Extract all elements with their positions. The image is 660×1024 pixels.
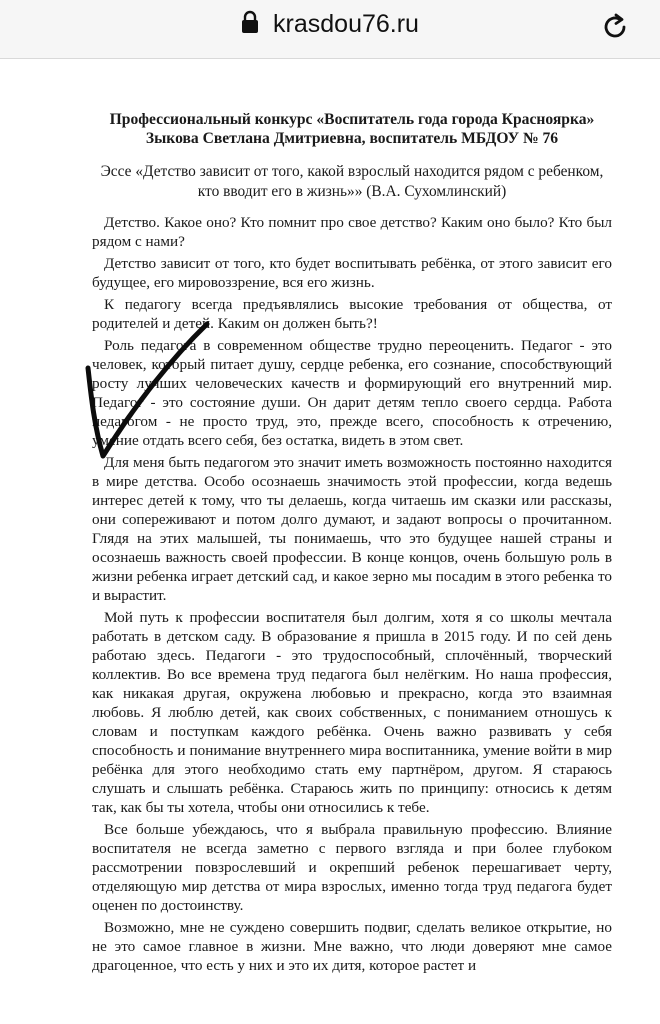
lock-icon — [241, 10, 259, 39]
essay-epigraph: Эссе «Детство зависит от того, какой взрослый находится рядом с ребенком, кто вводит его в жизнь»» (В.А. Сухомлинский) — [100, 163, 604, 200]
document-body — [92, 110, 612, 978]
paragraph: Возможно, мне не суждено совершить подвиг, сделать великое открытие, но не это самое главное в жизни. Мне важно, что люди доверяют мне самое драгоценное, что есть у них и это их дитя, которое растет и — [92, 919, 612, 974]
paragraph: Для меня быть педагогом это значит иметь возможность постоянно находится в мире детства. Особо осознаешь значимость этой профессии, когда ведешь интерес детей к тому, что ты делаешь, когда читаешь им сказки или рассказы, они сопереживают и потом долго думают, и задают вопросы о прочитанном. Глядя на этих малышей, ты понимаешь, что это будущее нашей страны и осознаешь важность своей профессии. В конце концов, очень большую роль в жизни ребенка играет детский сад, и какое зерно мы посадим в этого ребенка то и вырастит. — [92, 454, 612, 604]
document-header-line-2: Зыкова Светлана Дмитриевна, воспитатель МБДОУ № 76 — [145, 130, 559, 147]
url-text: krasdou76.ru — [273, 10, 419, 38]
document-header-line-1: Профессиональный конкурс «Воспитатель года города Красноярка» — [109, 111, 595, 128]
reload-icon[interactable] — [600, 12, 630, 47]
paragraph: Роль педагога в современном обществе трудно переоценить. Педагог - это человек, который питает душу, сердце ребенка, его сознание, способствующий росту лучших человеческих качеств и формирующий его внутренний мир. Педагог - это состояние души. Он дарит детям тепло своего сердца. Работа педагогом - не просто труд, это, прежде всего, способность к отречению, умение отдать всего себя, без остатка, видеть в этом свет. — [92, 337, 612, 449]
paragraph: Мой путь к профессии воспитателя был долгим, хотя я со школы мечтала работать в детском саду. В образование я пришла в 2015 году. И по сей день работаю здесь. Педагоги - это трудоспособный, сплочённый, творческий коллектив. Во все времена труд педагога был нелёгким. Но наша профессия, как никакая другая, окружена любовью и прекрасно, когда это взаимная любовь. Я люблю детей, как своих собственных, с пониманием отношусь к словам и поступкам каждого ребёнка. Очень важно развивать у себя способность и понимание внутреннего мира воспитанника, умение войти в мир ребёнка для этого необходимо стать ему партнёром, другом. Я стараюсь слушать и слышать ребёнка. Стараюсь жить по принципу: относись к детям так, как бы ты хотела, чтобы они относились к тебе. — [92, 609, 612, 816]
browser-address-bar[interactable] — [0, 0, 660, 59]
paragraph: Детство. Какое оно? Кто помнит про свое детство? Каким оно было? Кто был рядом с нами? — [92, 214, 612, 250]
url-field[interactable] — [0, 10, 660, 39]
paragraph: Детство зависит от того, кто будет воспитывать ребёнка, от этого зависит его будущее, его мировоззрение, вся его жизнь. — [92, 255, 612, 291]
document-page — [0, 74, 660, 1024]
paragraph: К педагогу всегда предъявлялись высокие требования от общества, от родителей и детей. Каким он должен быть?! — [92, 296, 612, 332]
paragraph: Все больше убеждаюсь, что я выбрала правильную профессию. Влияние воспитателя не всегда заметно с первого взгляда и при более глубоком рассмотрении повзрослевший и окрепший ребенок перешагивает черту, отделяющую мир детства от мира взрослых, именно тогда труд педагога будет оценен по достоинству. — [92, 821, 612, 914]
